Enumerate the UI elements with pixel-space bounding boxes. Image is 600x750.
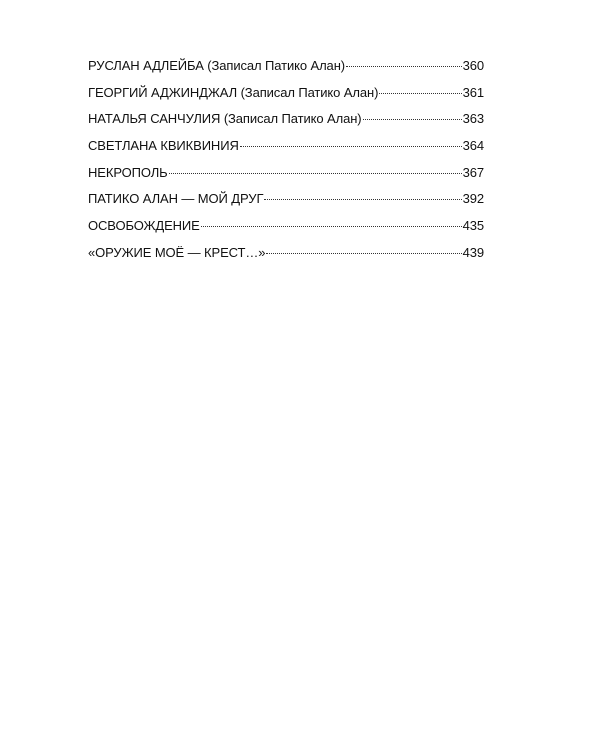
toc-entry <box>88 218 484 245</box>
dot-leader <box>201 226 462 227</box>
dot-leader <box>379 93 461 94</box>
toc-entry-page: 363 <box>462 111 484 127</box>
table-of-contents <box>88 58 484 272</box>
toc-entry-page: 439 <box>462 244 484 260</box>
toc-entry <box>88 85 484 112</box>
toc-entry-title: НАТАЛЬЯ САНЧУЛИЯ (Записал Патико Алан) <box>88 111 362 127</box>
toc-entry-title: НЕКРОПОЛЬ <box>88 164 168 180</box>
toc-entry-title: «ОРУЖИЕ МОЁ — КРЕСТ…» <box>88 244 266 260</box>
toc-entry <box>88 111 484 138</box>
dot-leader <box>264 199 461 200</box>
toc-entry-title: РУСЛАН АДЛЕЙБА (Записал Патико Алан) <box>88 58 345 73</box>
toc-entry-page: 392 <box>462 191 484 207</box>
toc-entry <box>88 191 484 218</box>
toc-entry-title: ПАТИКО АЛАН — МОЙ ДРУГ <box>88 191 264 207</box>
toc-entry <box>88 245 484 272</box>
dot-leader <box>169 173 462 174</box>
toc-entry-title: ОСВОБОЖДЕНИЕ <box>88 218 200 234</box>
dot-leader <box>363 119 462 120</box>
toc-entry-title: ГЕОРГИЙ АДЖИНДЖАЛ (Записал Патико Алан) <box>88 84 379 100</box>
dot-leader <box>266 253 461 254</box>
toc-entry-page: 360 <box>462 58 484 73</box>
dot-leader <box>346 66 462 67</box>
toc-entry <box>88 165 484 192</box>
toc-entry-page: 361 <box>462 84 484 100</box>
toc-entry-page: 367 <box>462 164 484 180</box>
toc-entry-title: СВЕТЛАНА КВИКВИНИЯ <box>88 138 239 154</box>
toc-entry-page: 364 <box>462 138 484 154</box>
toc-entry-page: 435 <box>462 218 484 234</box>
dot-leader <box>240 146 462 147</box>
toc-entry <box>88 138 484 165</box>
toc-entry <box>88 58 484 85</box>
